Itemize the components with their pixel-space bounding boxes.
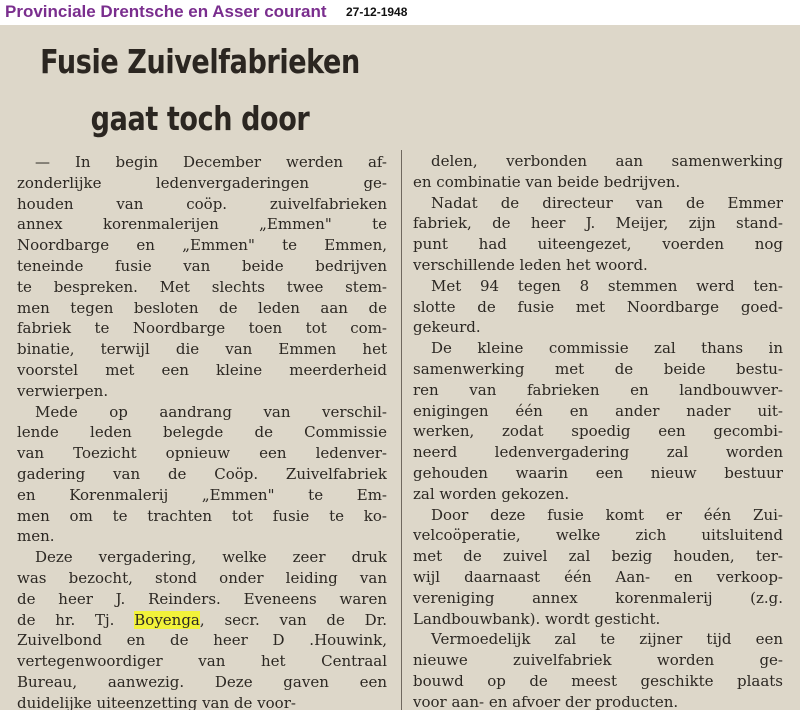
text-line: Met 94 tegen 8 stemmen werd ten- (431, 276, 783, 295)
text-line: nieuwe zuivelfabriek worden ge- (413, 651, 783, 670)
text-line: slotte de fusie met Noordbarge goed- (413, 297, 783, 316)
right-paragraph (413, 629, 783, 710)
newspaper-title: Provinciale Drentsche en Asser courant (5, 2, 327, 21)
text-line: teneinde fusie van beide bedrijven (17, 256, 387, 275)
text-line: — In begin December werden af- (35, 153, 387, 171)
text-line: voorstel met een kleine meerderheid (17, 360, 387, 379)
text-line: en Korenmalerij „Emmen" te Em- (17, 485, 387, 504)
text-line: gekeurd. (413, 318, 481, 337)
highlighted-search-term: Boyenga (134, 610, 200, 629)
text-line: Mede op aandrang van verschil- (35, 402, 387, 421)
text-line: velcoöperatie, welke zich uitsluitend (413, 526, 783, 545)
publication-date: 27-12-1948 (346, 5, 408, 19)
text-line: van Toezicht opnieuw een ledenver- (17, 444, 387, 463)
text-line: men om te trachten tot fusie te ko- (17, 506, 387, 525)
text-line: enigingen één en ander nader uit- (413, 401, 783, 420)
text-line: delen, verbonden aan samenwerking (431, 152, 783, 170)
text-line: te bespreken. Met slechts twee stem- (17, 277, 387, 296)
text-line: Nadat de directeur van de Emmer (431, 193, 783, 212)
highlighted-line (17, 610, 387, 631)
headline-line-2: gaat toch door (90, 99, 310, 138)
right-paragraph (413, 193, 783, 276)
right-paragraph (413, 338, 783, 504)
text-line: Landbouwbank). wordt gesticht. (413, 609, 661, 628)
text-line: annex korenmalerijen „Emmen" te (17, 215, 387, 234)
text-line: ren van fabrieken en landbouwver- (413, 380, 783, 399)
text-line: bouwd op de meest geschikte plaats (413, 671, 783, 690)
text-line: Bureau, aanwezig. Deze gaven een (17, 672, 387, 691)
text-line: de heer J. Reinders. Eveneens waren (17, 589, 387, 608)
text-line: voor aan- en afvoer der producten. (413, 692, 679, 710)
text-line: men. (17, 527, 55, 546)
text-line: Vermoedelijk zal te zijner tijd een (431, 630, 783, 649)
text-line: en combinatie van beide bedrijven. (413, 172, 681, 191)
text-line: fabriek, de heer J. Meijer, zijn stand- (413, 214, 783, 233)
left-paragraph (17, 547, 387, 710)
right-paragraph (413, 276, 783, 338)
text-line: Door deze fusie komt er één Zui- (431, 505, 783, 524)
text-line: duidelijke uiteenzetting van de voor- (17, 693, 296, 710)
text-line: gehouden waarin een nieuw bestuur (413, 463, 783, 482)
text-line: fabriek te Noordbarge toen tot com- (17, 319, 387, 338)
headline-line-1: Fusie Zuivelfabrieken (40, 42, 360, 81)
text-line: zonderlijke ledenvergaderingen ge- (17, 173, 387, 192)
text-line: was bezocht, stond onder leiding van (17, 568, 387, 587)
article-column-left (17, 152, 387, 710)
text-line: verwierpen. (17, 381, 109, 400)
text-line: gadering van de Coöp. Zuivelfabriek (17, 464, 387, 483)
text-line: met de zuivel zal bezig houden, ter- (413, 547, 783, 566)
text-line: De kleine commissie zal thans in (431, 339, 783, 358)
text-line: lende leden belegde de Commissie (17, 423, 387, 442)
text-line: Noordbarge en „Emmen" te Emmen, (17, 236, 387, 255)
text-line: samenwerking met de beide bestu- (413, 359, 783, 378)
clipping-header (0, 0, 800, 25)
text-line: Zuivelbond en de heer D .Houwink, (17, 631, 387, 650)
text-line: zal worden gekozen. (413, 484, 570, 503)
text-line: punt had uiteengezet, voerden nog (413, 235, 783, 254)
text-line: binatie, terwijl die van Emmen het (17, 340, 387, 359)
text-line: houden van coöp. zuivelfabrieken (17, 194, 387, 213)
text-line: men tegen besloten de leden aan de (17, 298, 387, 317)
text-line: verschillende leden het woord. (413, 255, 648, 274)
text-line: Deze vergadering, welke zeer druk (35, 548, 387, 567)
line-text-before: de hr. Tj. (17, 610, 135, 629)
text-line: vereniging annex korenmalerij (z.g. (413, 588, 783, 607)
line-text-after: , secr. van de Dr. (199, 610, 387, 629)
text-line: werken, zodat spoedig een gecombi- (413, 422, 783, 441)
text-line: wijl daarnaast één Aan- en verkoop- (413, 567, 783, 586)
column-divider (401, 150, 402, 710)
article-column-right (413, 151, 783, 710)
left-paragraph (17, 152, 387, 402)
newspaper-clipping (0, 25, 800, 710)
left-paragraph (17, 402, 387, 548)
text-line: vertegenwoordiger van het Centraal (17, 652, 387, 671)
right-paragraph (413, 505, 783, 630)
right-paragraph (413, 151, 783, 193)
text-line: neerd ledenvergadering zal worden (413, 443, 783, 462)
